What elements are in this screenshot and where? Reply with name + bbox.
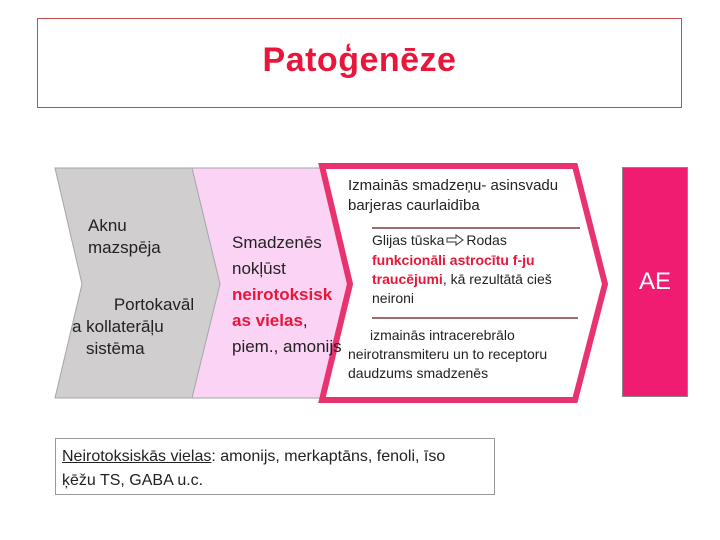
- stage2-line4b: ,: [302, 311, 308, 330]
- stage2-line4: [232, 310, 342, 332]
- stage3-line5a: traucējumi: [372, 270, 443, 287]
- stage1-line5: sistēma: [86, 339, 145, 358]
- stage3-line1: Izmainās smadzeņu- asinsvadu: [348, 177, 559, 194]
- stage3-line6: neironi: [372, 289, 415, 306]
- stage1-text: [88, 215, 161, 259]
- stage2-text: [232, 232, 342, 358]
- stage2-line3: neirotoksisk: [232, 285, 333, 304]
- stage3-line2: barjeras caurlaidība: [348, 197, 480, 214]
- stage2-line5: piem., amonijs: [232, 337, 342, 356]
- bottom-line1: [62, 445, 488, 469]
- stage1-text-lower: [74, 294, 214, 360]
- bottom-rest: : amonijs, merkaptāns, fenoli, īso: [211, 448, 446, 465]
- page-title: Patoģenēze: [262, 41, 457, 79]
- ae-label: AE: [638, 268, 671, 295]
- stage3-line3b: Rodas: [466, 232, 507, 248]
- stage3-line4: funkcionāli astrocītu f-ju: [372, 251, 535, 268]
- bottom-line2: ķēžu TS, GABA u.c.: [62, 472, 204, 489]
- stage3-bottom-text: [348, 326, 547, 383]
- bottom-heading: Neirotoksiskās vielas: [62, 448, 212, 465]
- arrow-right-icon: [446, 232, 464, 251]
- stage1-line3: Portokavāl: [113, 295, 195, 314]
- stage3-line9: daudzums smadzenēs: [348, 365, 489, 381]
- stage2-line2: nokļūst: [232, 259, 286, 278]
- stage3-line5-row: [372, 270, 552, 289]
- stage3-line3: Glijas tūska: [372, 232, 445, 248]
- stage3-line5b: , kā rezultātā cieš: [442, 270, 552, 287]
- stage3-top-text: [348, 176, 558, 216]
- stage3-line3-row: [372, 231, 552, 251]
- bottom-note: [55, 438, 495, 495]
- stage1-line4: a kollaterāļu: [72, 317, 164, 336]
- stage1-line2: mazspēja: [88, 238, 161, 257]
- stage3-line8: neirotransmiteru un to receptoru: [348, 346, 548, 362]
- stage2-line1: Smadzenēs: [232, 233, 322, 252]
- stage2-line4a: as vielas: [232, 311, 303, 330]
- stage1-chevron: [55, 168, 222, 398]
- stage3-mid-text: [372, 231, 552, 308]
- stage3-line7: izmainās intracerebrālo: [370, 327, 515, 343]
- stage1-line1: Aknu: [88, 216, 127, 235]
- ae-box: [622, 167, 688, 397]
